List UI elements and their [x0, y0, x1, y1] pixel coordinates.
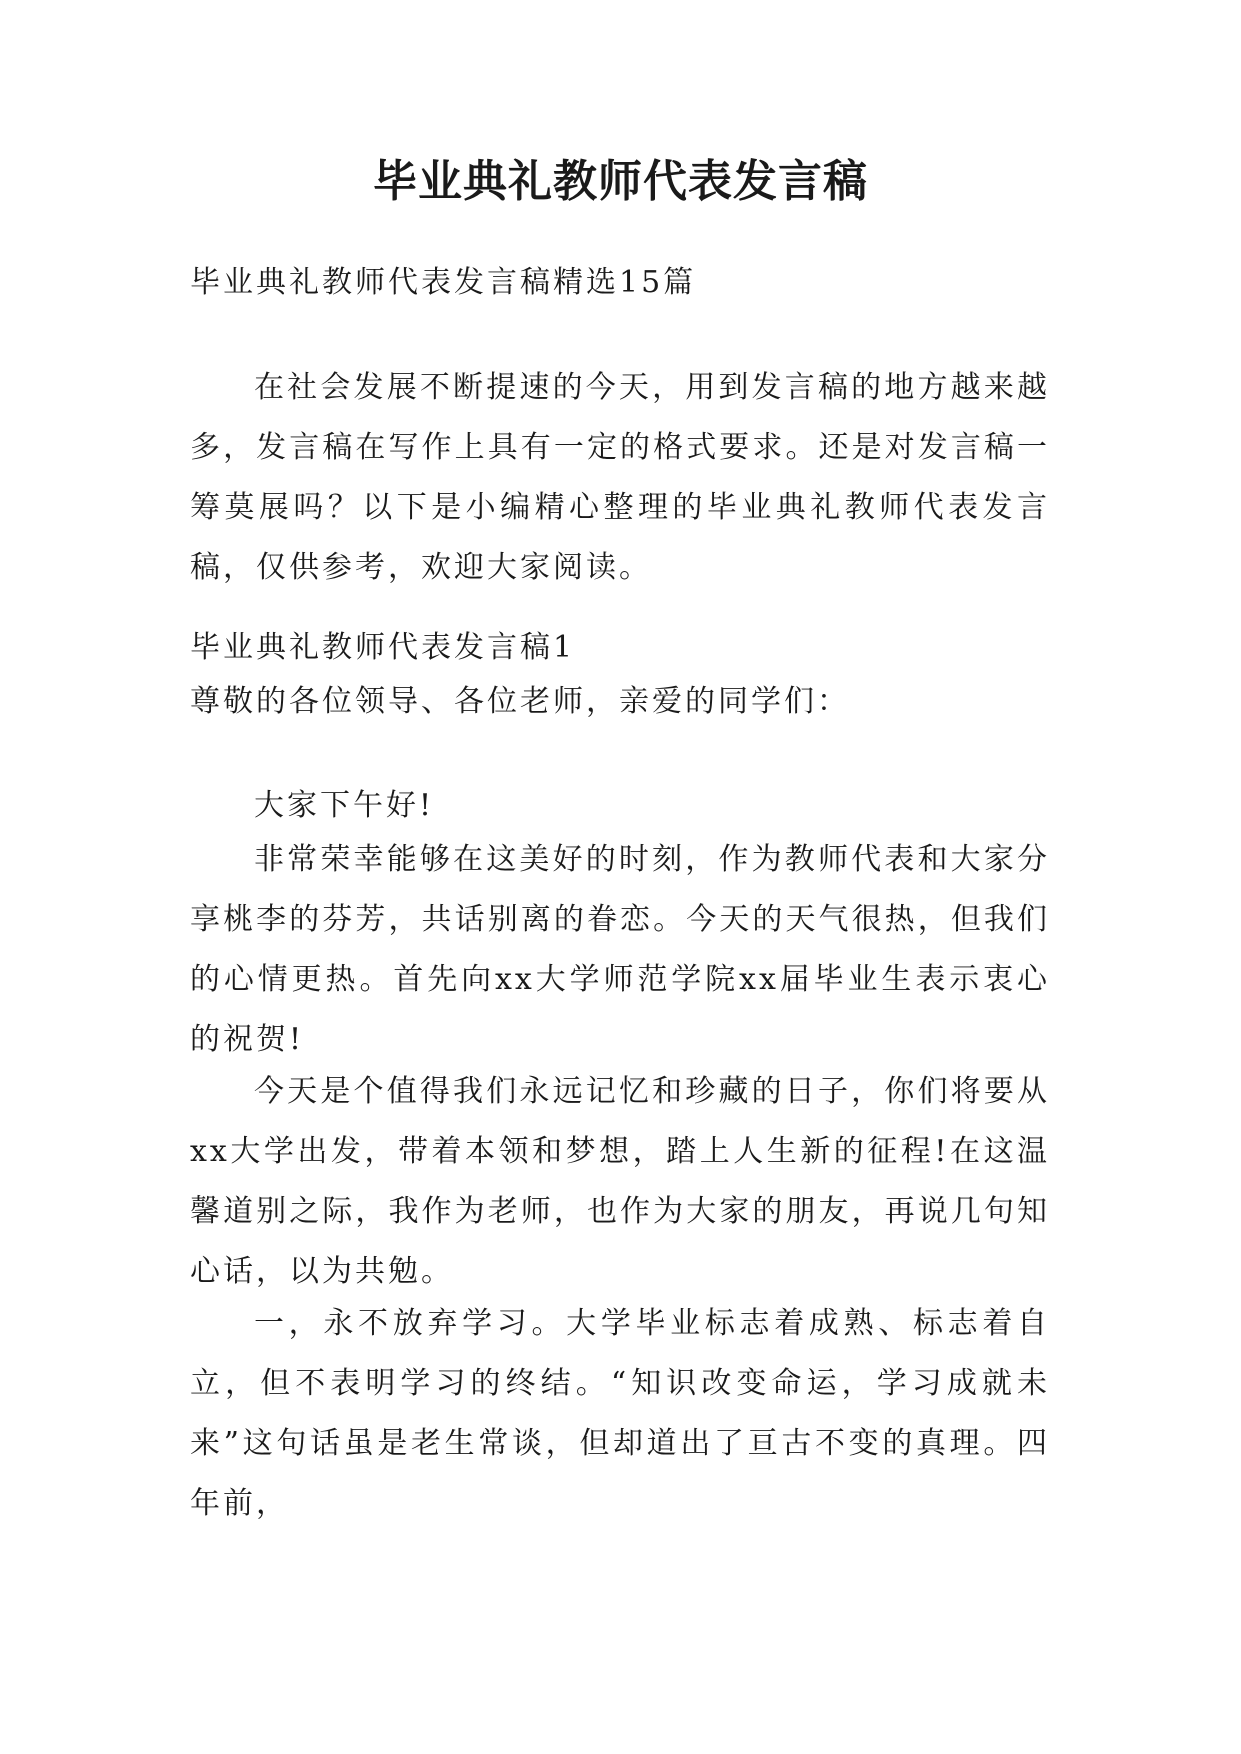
greeting: 大家下午好! [254, 788, 435, 823]
body-paragraph: 今天是个值得我们永远记忆和珍藏的日子，你们将要从xx大学出发，带着本领和梦想，踏上人生新的征程!在这温馨道别之际，我作为老师，也作为大家的朋友，再说几句知心话，以为共勉。 [190, 1074, 1050, 1289]
document-subtitle: 毕业典礼教师代表发言稿精选15篇 [190, 265, 697, 300]
section-heading: 毕业典礼教师代表发言稿1 [190, 630, 576, 665]
salutation: 尊敬的各位领导、各位老师，亲爱的同学们： [190, 684, 850, 719]
body-paragraph: 一，永不放弃学习。大学毕业标志着成熟、标志着自立，但不表明学习的终结。“知识改变命运，学习成就未来”这句话虽是老生常谈，但却道出了亘古不变的真理。四年前， [190, 1306, 1050, 1521]
intro-paragraph: 在社会发展不断提速的今天，用到发言稿的地方越来越多，发言稿在写作上具有一定的格式要求。还是对发言稿一筹莫展吗？以下是小编精心整理的毕业典礼教师代表发言稿，仅供参考，欢迎大家阅读。 [190, 370, 1050, 585]
body-paragraph: 非常荣幸能够在这美好的时刻，作为教师代表和大家分享桃李的芬芳，共话别离的眷恋。今天的天气很热，但我们的心情更热。首先向xx大学师范学院xx届毕业生表示衷心的祝贺! [190, 842, 1050, 1057]
document-title: 毕业典礼教师代表发言稿 [373, 156, 868, 207]
